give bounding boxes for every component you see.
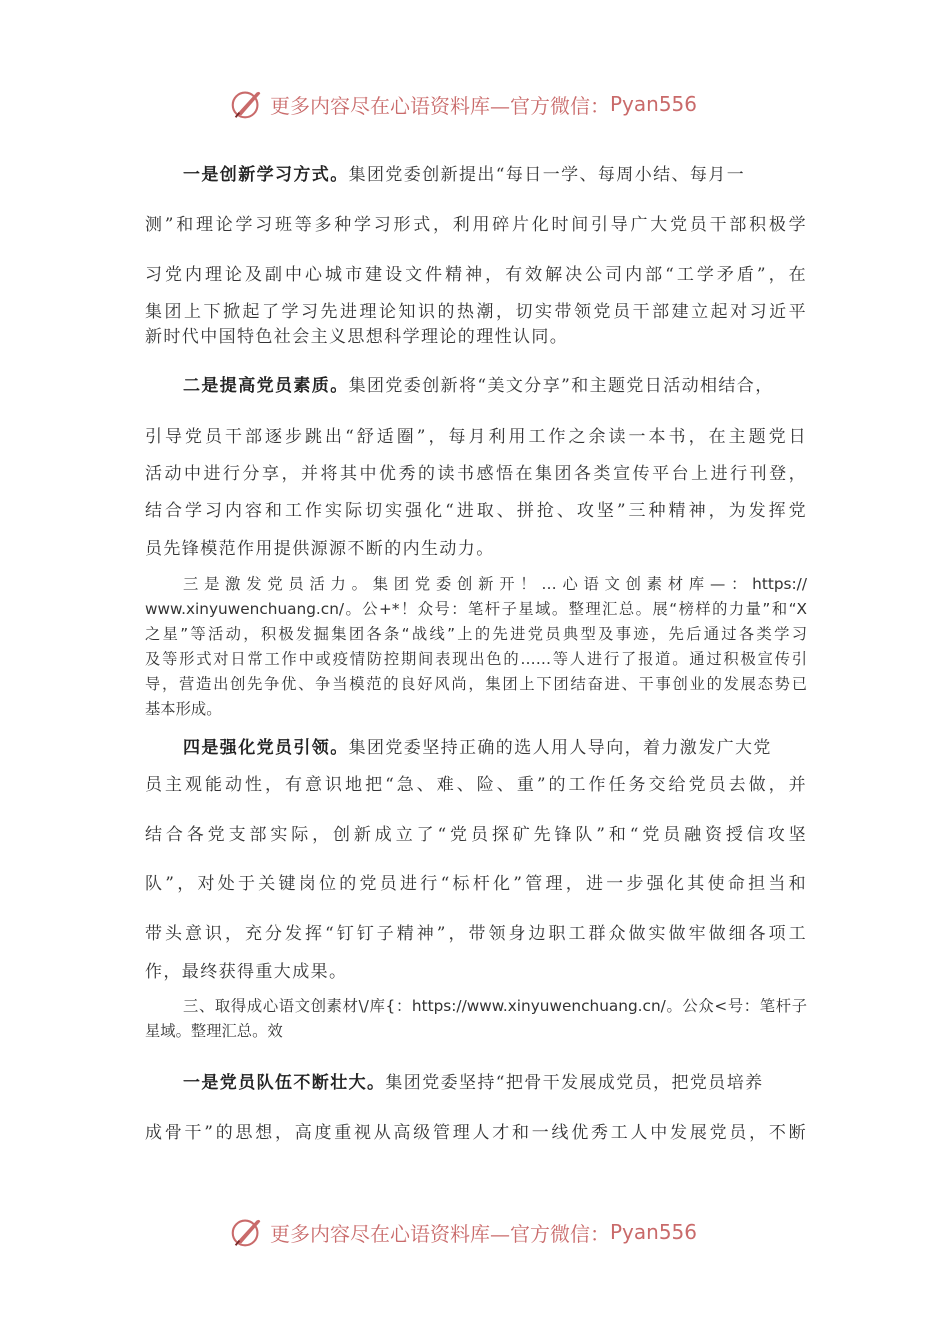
paragraph-heading: 一是创新学习方式。 bbox=[183, 165, 349, 185]
wechat-id: Pyan556 bbox=[610, 92, 698, 116]
footer-watermark bbox=[228, 1212, 748, 1252]
header-watermark bbox=[228, 84, 748, 124]
paragraph-heading: 一是党员队伍不断壮大。 bbox=[183, 1073, 386, 1093]
quill-logo-icon bbox=[228, 85, 266, 123]
watermark-text: 更多内容尽在心语资料库—官方微信： bbox=[270, 93, 610, 118]
wechat-id: Pyan556 bbox=[610, 1220, 698, 1244]
watermark-text: 更多内容尽在心语资料库—官方微信： bbox=[270, 1221, 610, 1246]
quill-logo-icon bbox=[228, 1213, 266, 1251]
paragraph-heading: 四是强化党员引领。 bbox=[183, 738, 349, 758]
paragraph-heading: 二是提高党员素质。 bbox=[183, 376, 349, 396]
